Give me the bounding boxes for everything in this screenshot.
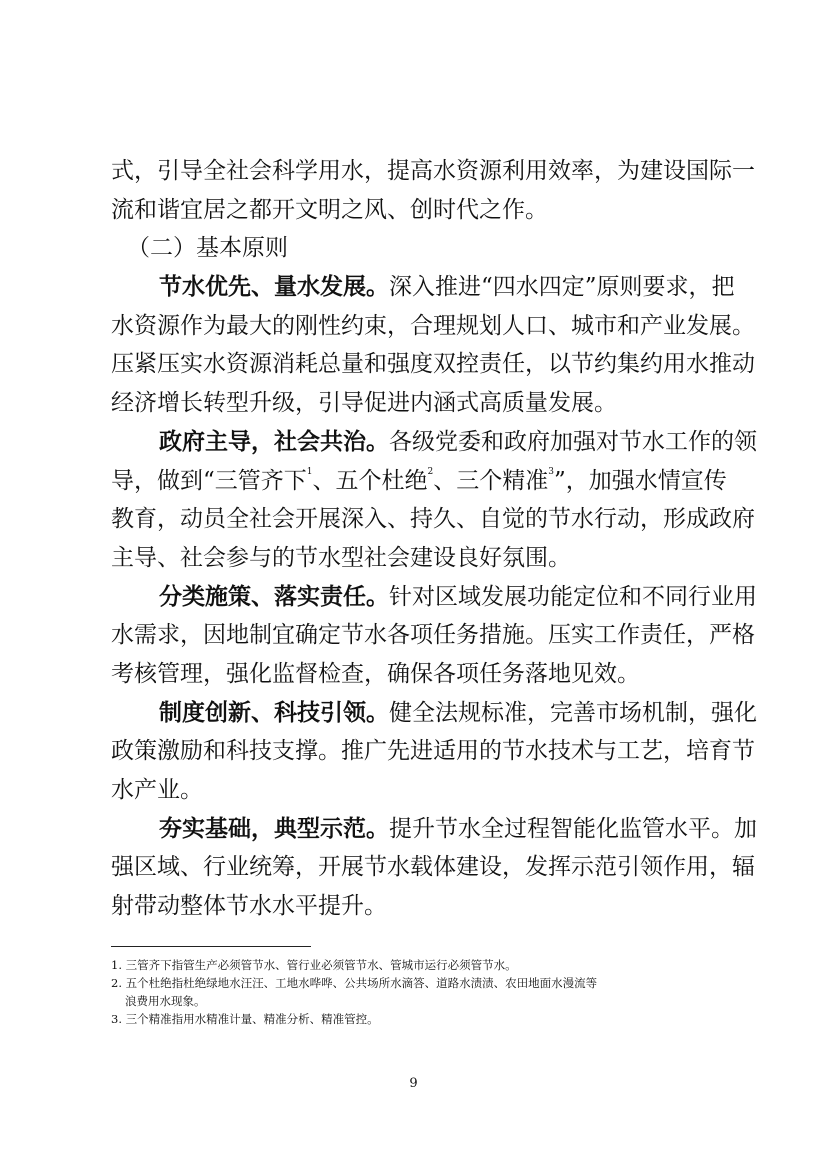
body-text bbox=[111, 152, 757, 926]
text-line bbox=[111, 229, 721, 268]
text-span: 、三个精准 bbox=[433, 467, 549, 494]
paragraph bbox=[111, 694, 757, 810]
text-line bbox=[111, 810, 757, 849]
text-span: 主导、社会参与的节水型社会建设良好氛围。 bbox=[111, 544, 571, 571]
text-span: 各级党委和政府加强对节水工作的领 bbox=[389, 428, 757, 455]
footnote-ref: 1 bbox=[306, 466, 313, 477]
principle-title: 夯实基础，典型示范。 bbox=[159, 814, 389, 842]
footnote-1: 1. 三管齐下指管生产必须管节水、管行业必须管节水、管城市运行必须管节水。 bbox=[111, 958, 517, 972]
text-span: 、五个杜绝 bbox=[312, 467, 428, 494]
text-line bbox=[111, 384, 721, 423]
footnotes bbox=[111, 956, 731, 1028]
text-line bbox=[111, 694, 757, 733]
text-span: 压紧压实水资源消耗总量和强度双控责任，以节约集约用水推动 bbox=[111, 351, 755, 378]
principle-title: 制度创新、科技引领。 bbox=[159, 698, 389, 726]
principle-title: 节水优先、量水发展。 bbox=[159, 273, 389, 301]
text-line bbox=[111, 423, 757, 462]
page-number: 9 bbox=[409, 1076, 418, 1091]
text-line bbox=[111, 887, 721, 926]
text-line bbox=[111, 848, 755, 887]
principle-title: 分类施策、落实责任。 bbox=[159, 582, 389, 610]
text-span: 式，引导全社会科学用水，提高水资源利用效率，为建设国际一 bbox=[111, 158, 755, 184]
paragraph bbox=[111, 578, 757, 694]
text-span: 政策激励和科技支撑。推广先进适用的节水技术与工艺，培育节 bbox=[111, 738, 755, 765]
section-heading bbox=[111, 229, 721, 268]
principle-title: 政府主导，社会共治。 bbox=[159, 427, 389, 455]
text-span: 深入推进“四水四定”原则要求，把 bbox=[389, 274, 735, 301]
text-line bbox=[111, 268, 735, 307]
text-line bbox=[111, 578, 757, 617]
text-span: 水资源作为最大的刚性约束，合理规划人口、城市和产业发展。 bbox=[111, 312, 755, 339]
text-span: 提升节水全过程智能化监管水平。加 bbox=[389, 815, 757, 842]
footnote-3: 3. 三个精准指用水精准计量、精准分析、精准管控。 bbox=[111, 1012, 379, 1026]
text-line bbox=[111, 655, 721, 694]
text-span: 健全法规标准，完善市场机制，强化 bbox=[389, 699, 757, 726]
text-line bbox=[111, 345, 755, 384]
text-line bbox=[111, 462, 727, 501]
text-span: ”，加强水情宣传 bbox=[553, 467, 727, 494]
paragraph bbox=[111, 810, 757, 926]
text-line bbox=[111, 191, 721, 230]
text-span: 流和谐宜居之都开文明之风、创时代之作。 bbox=[111, 196, 548, 223]
text-span: 导，做到“三管齐下 bbox=[111, 467, 307, 494]
paragraph bbox=[111, 268, 755, 423]
footnote-2: 2. 五个杜绝指杜绝绿地水汪汪、工地水哗哗、公共场所水滴答、道路水渍渍、农田地面水漫流等 bbox=[111, 976, 598, 990]
text-line bbox=[111, 500, 755, 539]
text-span: （二）基本原则 bbox=[127, 235, 288, 262]
text-line bbox=[111, 732, 755, 771]
paragraph bbox=[111, 423, 757, 578]
text-line bbox=[111, 539, 721, 578]
text-span: 水需求，因地制宜确定节水各项任务措施。压实工作责任，严格 bbox=[111, 622, 755, 649]
footnote-2-continuation: 浪费用水现象。 bbox=[125, 994, 206, 1008]
text-span: 针对区域发展功能定位和不同行业用 bbox=[389, 583, 757, 610]
footnote-ref: 3 bbox=[548, 466, 554, 477]
paragraph bbox=[111, 152, 755, 229]
text-span: 强区域、行业统筹，开展节水载体建设，发挥示范引领作用，辐 bbox=[111, 854, 755, 881]
footnote-separator bbox=[111, 946, 311, 947]
text-span: 教育，动员全社会开展深入、持久、自觉的节水行动，形成政府 bbox=[111, 506, 755, 533]
text-line bbox=[111, 771, 721, 810]
text-span: 射带动整体节水水平提升。 bbox=[111, 893, 387, 920]
text-line bbox=[111, 152, 755, 191]
text-line bbox=[111, 616, 755, 655]
footnote-ref: 2 bbox=[427, 466, 434, 477]
text-span: 水产业。 bbox=[111, 777, 203, 803]
text-span: 经济增长转型升级，引导促进内涵式高质量发展。 bbox=[111, 390, 617, 417]
text-span: 考核管理，强化监督检查，确保各项任务落地见效。 bbox=[111, 660, 640, 687]
text-line bbox=[111, 307, 755, 346]
